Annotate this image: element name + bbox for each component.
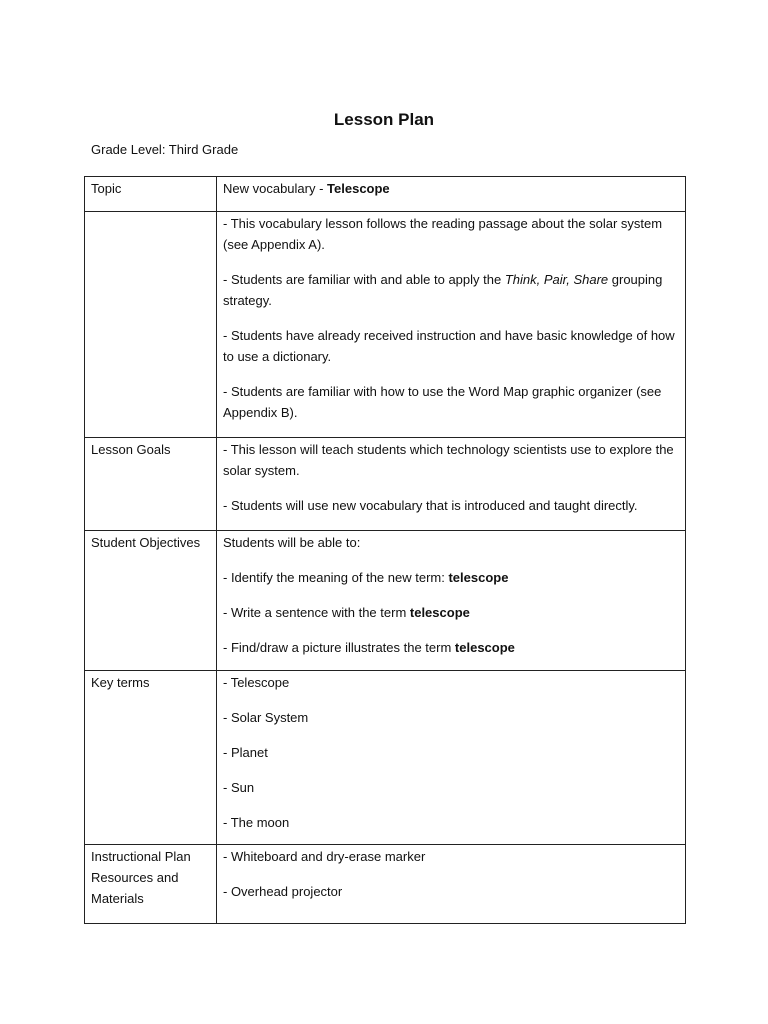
- table-row-key-terms: [85, 671, 686, 845]
- strategy-name: Think, Pair, Share: [504, 272, 609, 287]
- objectives-content-cell: [217, 531, 686, 671]
- instructional-label-cell: [85, 845, 217, 924]
- background-label: [85, 212, 216, 213]
- objective-item: - Find/draw a picture illustrates the term telescope: [223, 640, 515, 655]
- table-row-goals: [85, 438, 686, 531]
- key-term-item: - Telescope: [223, 675, 290, 690]
- objective-item: - Write a sentence with the term telescope: [223, 605, 470, 620]
- page-title: Lesson Plan: [333, 110, 435, 129]
- background-item: - Students are familiar with how to use the Word Map graphic organizer (see Appendix B).: [223, 384, 662, 420]
- table-row-objectives: [85, 531, 686, 671]
- objective-item: - Identify the meaning of the new term: telescope: [223, 570, 509, 585]
- key-terms-label-cell: [85, 671, 217, 845]
- key-term-item: - The moon: [223, 815, 290, 830]
- objectives-label-cell: [85, 531, 217, 671]
- objectives-intro: Students will be able to:: [223, 535, 361, 550]
- topic-content-cell: [217, 177, 686, 212]
- topic-text: New vocabulary -: [223, 181, 328, 196]
- topic-label-cell: [85, 177, 217, 212]
- key-terms-content-cell: [217, 671, 686, 845]
- background-item: - Students have already received instruction and have basic knowledge of how to use a dictionary.: [223, 328, 675, 364]
- background-label-cell: [85, 212, 217, 438]
- table-row-topic: [85, 177, 686, 212]
- objectives-label: Student Objectives: [91, 535, 201, 550]
- material-item: - Overhead projector: [223, 884, 343, 899]
- instructional-content-cell: [217, 845, 686, 924]
- objective-term: telescope: [409, 605, 470, 620]
- topic-term: Telescope: [327, 181, 390, 196]
- goals-label-cell: [85, 438, 217, 531]
- goals-label: Lesson Goals: [91, 442, 171, 457]
- goal-item: - Students will use new vocabulary that is introduced and taught directly.: [223, 498, 638, 513]
- lesson-plan-table: [84, 176, 686, 924]
- key-terms-label: Key terms: [91, 675, 150, 690]
- table-row-instructional-plan: [85, 845, 686, 924]
- material-item: - Whiteboard and dry-erase marker: [223, 849, 426, 864]
- key-term-item: - Planet: [223, 745, 268, 760]
- background-item: - This vocabulary lesson follows the reading passage about the solar system (see Appendix A).: [223, 216, 663, 252]
- goals-content-cell: [217, 438, 686, 531]
- goal-item: - This lesson will teach students which technology scientists use to explore the solar system.: [223, 442, 674, 478]
- table-row-background: [85, 212, 686, 438]
- topic-label: Topic: [91, 181, 122, 196]
- grade-level: Grade Level: Third Grade: [91, 142, 239, 157]
- objective-term: telescope: [454, 640, 515, 655]
- background-item-strategy: - Students are familiar with and able to apply the Think, Pair, Share grouping strategy.: [223, 272, 663, 308]
- background-content-cell: [217, 212, 686, 438]
- key-term-item: - Sun: [223, 780, 255, 795]
- objective-term: telescope: [448, 570, 509, 585]
- instructional-label: Instructional Plan Resources and Materials: [91, 849, 191, 906]
- key-term-item: - Solar System: [223, 710, 309, 725]
